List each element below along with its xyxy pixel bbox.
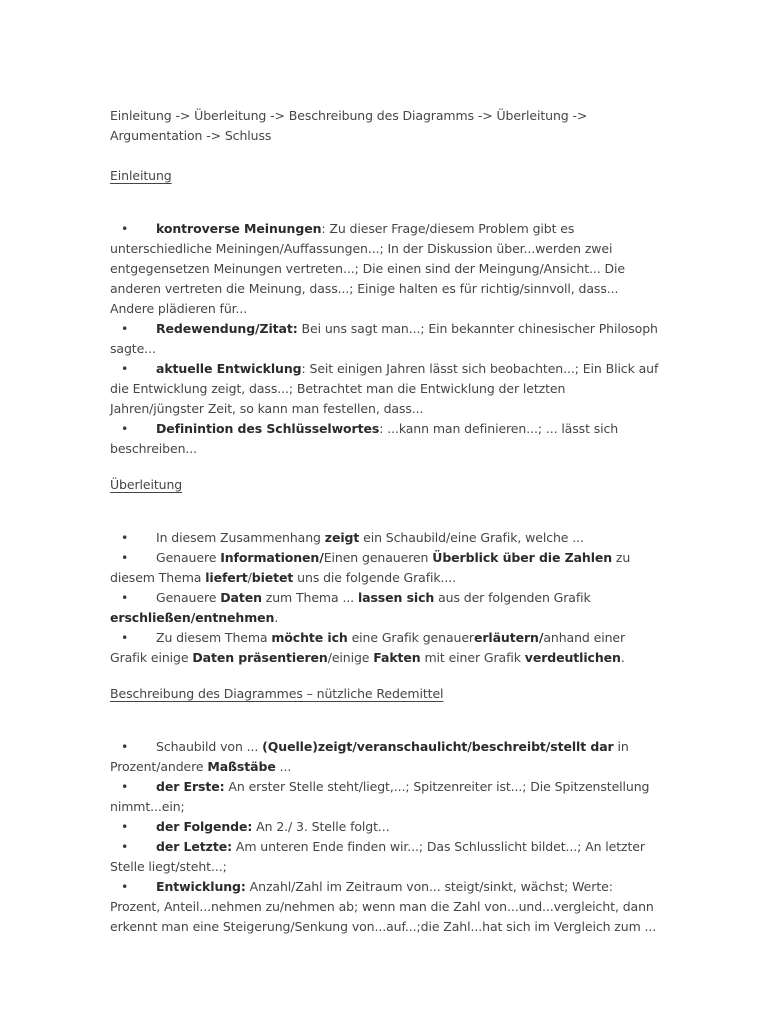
text-run: Einen genaueren	[323, 550, 433, 565]
bold-run: verdeutlichen	[524, 650, 621, 665]
document-sections	[110, 166, 662, 937]
bold-run: kontroverse Meinungen	[156, 221, 322, 236]
text-run: Schaubild von ...	[156, 739, 263, 754]
document-section-3	[110, 684, 662, 937]
bullet-item	[110, 588, 662, 628]
bold-run: lassen sich	[357, 590, 435, 605]
document-section-1	[110, 166, 662, 459]
bullet-item	[110, 548, 662, 588]
bold-run: zeigt	[324, 530, 360, 545]
section-heading: Einleitung	[110, 168, 172, 183]
bullet-item	[110, 419, 662, 459]
bullet-marker-icon: •	[121, 530, 129, 545]
bold-run: aktuelle Entwicklung	[156, 361, 302, 376]
structure-flow-line: Einleitung -> Überleitung -> Beschreibung des Diagramms -> Überleitung -> Argumentation -> Schluss	[110, 108, 588, 143]
bullet-item	[110, 877, 662, 937]
text-run: An erster Stelle steht/liegt,...; Spitzenreiter ist...; Die Spitzenstellung nimmt...ein;	[110, 779, 650, 814]
text-run: : Seit einigen Jahren lässt sich beobachten...; Ein Blick auf die Entwicklung zeigt, dass...; Betrachtet man die Entwicklung der letzten Jahren/jüngster Zeit, so kann man festellen, dass...	[110, 361, 659, 416]
text-run: An 2./ 3. Stelle folgt...	[252, 819, 390, 834]
bold-run: Fakten	[373, 650, 421, 665]
bold-run: Daten präsentieren	[192, 650, 328, 665]
text-run: zu diesem Thema	[110, 550, 631, 585]
bold-run: (Quelle)zeigt/veranschaulicht/beschreibt/stellt dar	[262, 739, 614, 754]
bullet-marker-icon: •	[121, 819, 129, 834]
section-heading: Beschreibung des Diagrammes – nützliche Redemittel	[110, 686, 444, 701]
bullet-item	[110, 628, 662, 668]
text-run: : Zu dieser Frage/diesem Problem gibt es unterschiedliche Meiningen/Auffassungen...; In der Diskussion über...werden zwei entgegensetzen Meinungen vertreten...; Die einen sind der Meingung/Ansicht... Die anderen vertreten die Meinung, dass...; Einige halten es für richtig/sinnvoll, dass... Andere plädieren für...	[110, 221, 625, 316]
text-run: Genauere	[156, 590, 221, 605]
bullet-item	[110, 737, 662, 777]
text-run: ...	[275, 759, 292, 774]
text-run: mit einer Grafik	[420, 650, 525, 665]
bullet-item	[110, 319, 662, 359]
bold-run: Informationen/	[220, 550, 324, 565]
bold-run: möchte ich	[271, 630, 348, 645]
section-heading: Überleitung	[110, 477, 183, 492]
bullet-marker-icon: •	[121, 590, 129, 605]
bullet-marker-icon: •	[121, 779, 129, 794]
bullet-item	[110, 528, 662, 548]
bold-run: der Letzte:	[156, 839, 232, 854]
bold-run: Daten	[220, 590, 262, 605]
text-run: uns die folgende Grafik....	[293, 570, 457, 585]
text-run: Bei uns sagt man...; Ein bekannter chinesischer Philosoph sagte...	[110, 321, 658, 356]
bullet-item	[110, 777, 662, 817]
text-run: Am unteren Ende finden wir...; Das Schlusslicht bildet...; An letzter Stelle liegt/steht...;	[110, 839, 645, 874]
bullet-item	[110, 359, 662, 419]
text-run: Zu diesem Thema	[156, 630, 272, 645]
bullet-marker-icon: •	[121, 361, 129, 376]
text-run: Genauere	[156, 550, 221, 565]
bullet-marker-icon: •	[121, 630, 129, 645]
bold-run: Definintion des Schlüsselwortes	[156, 421, 380, 436]
bullet-marker-icon: •	[121, 839, 129, 854]
bullet-marker-icon: •	[121, 739, 129, 754]
text-run: /einige	[327, 650, 374, 665]
bold-run: Überblick über die Zahlen	[432, 550, 613, 565]
bullet-item	[110, 837, 662, 877]
bullet-marker-icon: •	[121, 221, 129, 236]
bullet-item	[110, 219, 662, 319]
text-run: zum Thema ...	[261, 590, 358, 605]
bold-run: Redewendung/Zitat:	[156, 321, 298, 336]
document-section-2	[110, 475, 662, 668]
text-run: /	[247, 570, 252, 585]
text-run: in Prozent/andere	[110, 739, 629, 774]
text-run: eine Grafik genauer	[347, 630, 474, 645]
bullet-marker-icon: •	[121, 321, 129, 336]
bold-run: erschließen/entnehmen	[110, 610, 275, 625]
bullet-marker-icon: •	[121, 879, 129, 894]
bold-run: der Folgende:	[156, 819, 253, 834]
text-run: .	[274, 610, 279, 625]
bold-run: bietet	[251, 570, 294, 585]
bullet-item	[110, 817, 662, 837]
bold-run: Entwicklung:	[156, 879, 246, 894]
text-run: .	[620, 650, 625, 665]
bullet-marker-icon: •	[121, 421, 129, 436]
text-run: : ...kann man definieren...; ... lässt sich beschreiben...	[110, 421, 619, 456]
bold-run: liefert	[205, 570, 248, 585]
bold-run: der Erste:	[156, 779, 225, 794]
text-run: Anzahl/Zahl im Zeitraum von... steigt/sinkt, wächst; Werte: Prozent, Anteil...nehmen zu/nehmen ab; wenn man die Zahl von...und...vergleicht, dann erkennt man eine Steigerung/Senkung von...auf...;die Zahl...hat sich im Vergleich zum ...	[110, 879, 657, 934]
text-run: anhand einer Grafik einige	[110, 630, 626, 665]
bullet-marker-icon: •	[121, 550, 129, 565]
bold-run: erläutern/	[473, 630, 544, 645]
text-run: In diesem Zusammenhang	[156, 530, 325, 545]
bold-run: Maßstäbe	[207, 759, 276, 774]
text-run: ein Schaubild/eine Grafik, welche ...	[359, 530, 584, 545]
text-run: aus der folgenden Grafik	[434, 590, 591, 605]
